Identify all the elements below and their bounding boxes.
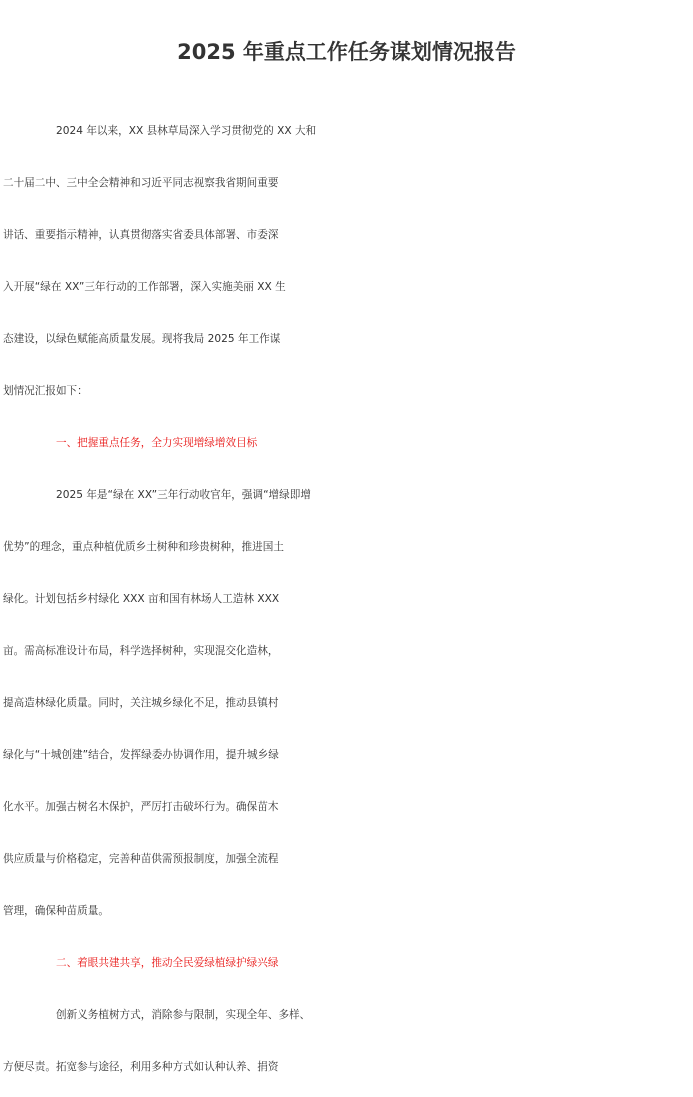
paragraph-1-line-2: 二十届二中、三中全会精神和习近平同志视察我省期间重要 — [3, 177, 279, 189]
paragraph-1-line-1: 2024 年以来，XX 县林草局深入学习贯彻党的 XX 大和 — [56, 125, 317, 137]
paragraph-2-line-5: 提高造林绿化质量。同时，关注城乡绿化不足，推动县镇村 — [3, 697, 279, 709]
paragraph-2-line-6: 绿化与“十城创建”结合，发挥绿委办协调作用，提升城乡绿 — [3, 749, 279, 761]
paragraph-2-line-8: 供应质量与价格稳定，完善种苗供需预报制度，加强全流程 — [3, 853, 279, 865]
paragraph-1-line-6: 划情况汇报如下： — [3, 385, 88, 397]
paragraph-1-line-5: 态建设，以绿色赋能高质量发展。现将我局 2025 年工作谋 — [3, 333, 281, 345]
paragraph-2-line-1: 2025 年是“绿在 XX”三年行动收官年，强调“增绿即增 — [56, 489, 311, 501]
paragraph-3-line-1: 创新义务植树方式，消除参与限制，实现全年、多样、 — [56, 1009, 311, 1021]
paragraph-2-line-7: 化水平。加强古树名木保护，严厉打击破坏行为。确保苗木 — [3, 801, 279, 813]
paragraph-2-line-3: 绿化。计划包括乡村绿化 XXX 亩和国有林场人工造林 XXX — [3, 593, 280, 605]
paragraph-2-line-2: 优势”的理念，重点种植优质乡土树种和珍贵树种，推进国土 — [3, 541, 284, 553]
section-heading-1: 一、把握重点任务，全力实现增绿增效目标 — [56, 437, 258, 449]
section-heading-2: 二、着眼共建共享，推动全民爱绿植绿护绿兴绿 — [56, 957, 279, 969]
document-title: 2025 年重点工作任务谋划情况报告 — [177, 40, 516, 64]
paragraph-1-line-4: 入开展“绿在 XX”三年行动的工作部署，深入实施美丽 XX 生 — [3, 281, 286, 293]
paragraph-3-line-2: 方便尽责。拓宽参与途径，利用多种方式如认种认养、捐资 — [3, 1061, 279, 1073]
paragraph-2-line-9: 管理，确保种苗质量。 — [3, 905, 109, 917]
paragraph-1-line-3: 讲话、重要指示精神，认真贯彻落实省委具体部署、市委深 — [3, 229, 279, 241]
paragraph-2-line-4: 亩。需高标准设计布局，科学选择树种，实现混交化造林， — [3, 645, 279, 657]
document-body — [0, 105, 693, 1093]
